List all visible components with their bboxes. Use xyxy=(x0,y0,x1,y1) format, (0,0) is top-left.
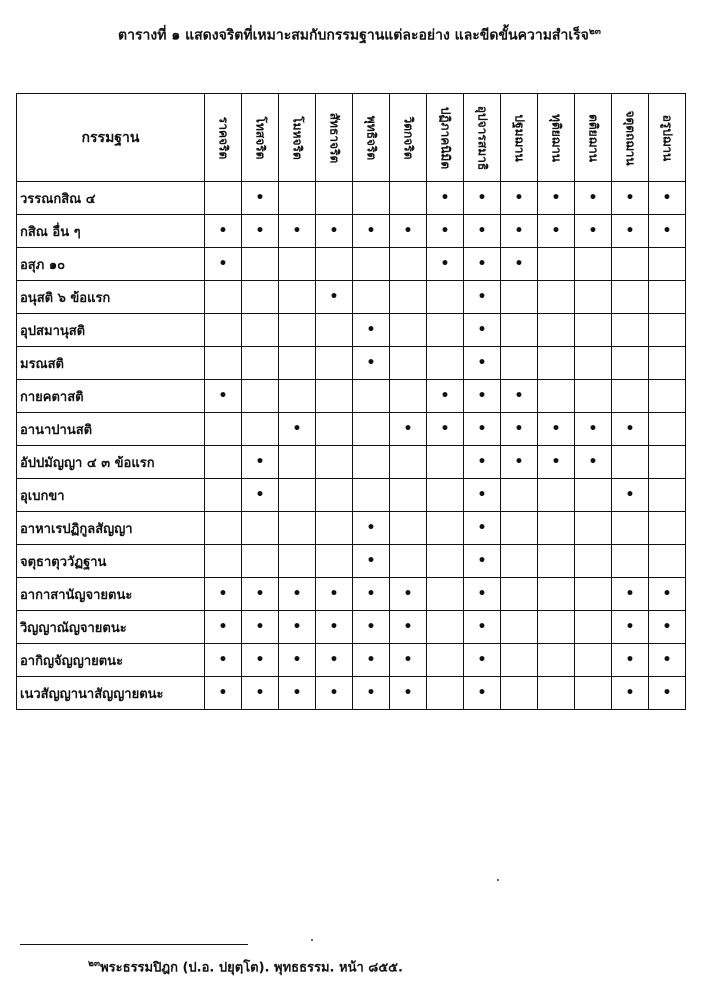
column-header xyxy=(464,94,501,182)
mark-cell-empty xyxy=(501,281,538,314)
mark-cell-empty xyxy=(575,677,612,710)
row-label: อัปปมัญญา ๔ ๓ ข้อแรก xyxy=(17,446,205,479)
mark-cell-filled: • xyxy=(501,248,538,281)
mark-cell-empty xyxy=(279,248,316,281)
mark-cell-filled: • xyxy=(353,512,390,545)
table-row xyxy=(17,182,686,215)
table-row xyxy=(17,479,686,512)
mark-cell-filled: • xyxy=(242,677,279,710)
mark-cell-empty xyxy=(501,314,538,347)
table-row xyxy=(17,248,686,281)
mark-cell-filled: • xyxy=(538,182,575,215)
scan-speck xyxy=(311,939,313,941)
column-header-label: โมหจริต xyxy=(290,115,305,160)
column-header-label: ปฐมฌาน xyxy=(512,113,527,162)
mark-cell-filled: • xyxy=(649,611,686,644)
mark-cell-filled: • xyxy=(649,677,686,710)
title-text: ตารางที่ ๑ แสดงจริตที่เหมาะสมกับกรรมฐานแต่ละอย่าง และขีดขั้นความสำเร็จ xyxy=(118,27,589,44)
row-label: วิญญาณัญจายตนะ xyxy=(17,611,205,644)
mark-cell-filled: • xyxy=(427,413,464,446)
table-row xyxy=(17,347,686,380)
mark-cell-filled: • xyxy=(575,215,612,248)
mark-cell-empty xyxy=(242,314,279,347)
table-row xyxy=(17,545,686,578)
mark-cell-empty xyxy=(575,380,612,413)
mark-cell-empty xyxy=(501,677,538,710)
mark-cell-filled: • xyxy=(316,677,353,710)
mark-cell-empty xyxy=(353,413,390,446)
mark-cell-empty xyxy=(316,446,353,479)
mark-cell-empty xyxy=(427,644,464,677)
mark-cell-filled: • xyxy=(427,182,464,215)
mark-cell-empty xyxy=(205,413,242,446)
mark-cell-empty xyxy=(649,413,686,446)
mark-cell-filled: • xyxy=(538,413,575,446)
mark-cell-empty xyxy=(390,479,427,512)
mark-cell-empty xyxy=(649,512,686,545)
mark-cell-filled: • xyxy=(464,347,501,380)
mark-cell-empty xyxy=(612,281,649,314)
mark-cell-filled: • xyxy=(242,446,279,479)
mark-cell-empty xyxy=(390,380,427,413)
mark-cell-filled: • xyxy=(464,413,501,446)
mark-cell-filled: • xyxy=(205,677,242,710)
mark-cell-filled: • xyxy=(612,479,649,512)
mark-cell-filled: • xyxy=(612,215,649,248)
column-header xyxy=(612,94,649,182)
mark-cell-filled: • xyxy=(649,215,686,248)
mark-cell-empty xyxy=(205,512,242,545)
row-label: อนุสติ ๖ ข้อแรก xyxy=(17,281,205,314)
row-label: อสุภ ๑๐ xyxy=(17,248,205,281)
mark-cell-empty xyxy=(242,347,279,380)
mark-cell-filled: • xyxy=(464,314,501,347)
mark-cell-filled: • xyxy=(316,611,353,644)
column-header xyxy=(390,94,427,182)
table-row xyxy=(17,578,686,611)
mark-cell-filled: • xyxy=(353,347,390,380)
table-row xyxy=(17,281,686,314)
mark-cell-filled: • xyxy=(242,644,279,677)
mark-cell-filled: • xyxy=(427,215,464,248)
table-row xyxy=(17,413,686,446)
mark-cell-empty xyxy=(316,413,353,446)
mark-cell-empty xyxy=(649,545,686,578)
table-row xyxy=(17,644,686,677)
mark-cell-filled: • xyxy=(205,611,242,644)
mark-cell-empty xyxy=(538,545,575,578)
mark-cell-empty xyxy=(427,281,464,314)
mark-cell-empty xyxy=(612,545,649,578)
mark-cell-empty xyxy=(390,512,427,545)
mark-cell-filled: • xyxy=(205,644,242,677)
mark-cell-filled: • xyxy=(316,215,353,248)
row-label: อานาปานสติ xyxy=(17,413,205,446)
mark-cell-empty xyxy=(205,314,242,347)
mark-cell-filled: • xyxy=(538,215,575,248)
mark-cell-filled: • xyxy=(390,578,427,611)
mark-cell-empty xyxy=(501,512,538,545)
table-row xyxy=(17,314,686,347)
column-header-label: อุปจารสมาธิ xyxy=(475,105,490,170)
column-header xyxy=(501,94,538,182)
mark-cell-empty xyxy=(575,611,612,644)
row-label: อากาสานัญจายตนะ xyxy=(17,578,205,611)
mark-cell-filled: • xyxy=(279,677,316,710)
page-title xyxy=(0,24,719,47)
meditation-table xyxy=(16,93,686,710)
mark-cell-filled: • xyxy=(390,611,427,644)
column-header xyxy=(575,94,612,182)
mark-cell-empty xyxy=(316,182,353,215)
mark-cell-empty xyxy=(427,677,464,710)
mark-cell-empty xyxy=(353,182,390,215)
column-header-label: ปฏิภาคนิมิต xyxy=(438,106,453,169)
mark-cell-filled: • xyxy=(205,380,242,413)
mark-cell-empty xyxy=(205,281,242,314)
mark-cell-empty xyxy=(427,545,464,578)
mark-cell-empty xyxy=(279,347,316,380)
column-header-label: โทสจริต xyxy=(253,116,268,159)
mark-cell-filled: • xyxy=(501,413,538,446)
mark-cell-empty xyxy=(575,545,612,578)
header-row xyxy=(17,94,686,182)
mark-cell-empty xyxy=(612,248,649,281)
row-label: มรณสติ xyxy=(17,347,205,380)
mark-cell-empty xyxy=(538,644,575,677)
mark-cell-filled: • xyxy=(390,413,427,446)
mark-cell-filled: • xyxy=(464,446,501,479)
table-row xyxy=(17,512,686,545)
mark-cell-filled: • xyxy=(390,677,427,710)
mark-cell-empty xyxy=(538,611,575,644)
mark-cell-empty xyxy=(538,347,575,380)
mark-cell-filled: • xyxy=(464,248,501,281)
mark-cell-filled: • xyxy=(464,677,501,710)
row-label: อุเบกขา xyxy=(17,479,205,512)
row-label: อากิญจัญญายตนะ xyxy=(17,644,205,677)
column-header xyxy=(316,94,353,182)
mark-cell-empty xyxy=(575,512,612,545)
mark-cell-filled: • xyxy=(353,611,390,644)
mark-cell-empty xyxy=(575,479,612,512)
table-row xyxy=(17,215,686,248)
mark-cell-empty xyxy=(390,248,427,281)
mark-cell-filled: • xyxy=(612,644,649,677)
column-header xyxy=(427,94,464,182)
row-label: กสิณ อื่น ๆ xyxy=(17,215,205,248)
mark-cell-empty xyxy=(575,314,612,347)
mark-cell-empty xyxy=(390,446,427,479)
mark-cell-empty xyxy=(538,578,575,611)
mark-cell-empty xyxy=(390,347,427,380)
mark-cell-empty xyxy=(501,347,538,380)
mark-cell-empty xyxy=(279,512,316,545)
mark-cell-filled: • xyxy=(316,578,353,611)
column-header-label: ราคจริต xyxy=(216,116,231,159)
mark-cell-filled: • xyxy=(279,215,316,248)
mark-cell-empty xyxy=(575,644,612,677)
footnote xyxy=(88,956,403,977)
mark-cell-empty xyxy=(427,446,464,479)
column-header xyxy=(205,94,242,182)
column-header xyxy=(279,94,316,182)
mark-cell-empty xyxy=(649,248,686,281)
mark-cell-empty xyxy=(612,347,649,380)
mark-cell-empty xyxy=(538,314,575,347)
mark-cell-empty xyxy=(279,446,316,479)
mark-cell-filled: • xyxy=(205,578,242,611)
mark-cell-filled: • xyxy=(242,611,279,644)
mark-cell-empty xyxy=(501,479,538,512)
mark-cell-empty xyxy=(279,380,316,413)
mark-cell-filled: • xyxy=(353,644,390,677)
mark-cell-empty xyxy=(205,347,242,380)
mark-cell-filled: • xyxy=(279,413,316,446)
mark-cell-empty xyxy=(427,611,464,644)
mark-cell-filled: • xyxy=(353,578,390,611)
mark-cell-empty xyxy=(279,281,316,314)
mark-cell-filled: • xyxy=(205,215,242,248)
mark-cell-empty xyxy=(316,314,353,347)
column-header-label: อรูปฌาน xyxy=(660,114,675,161)
mark-cell-empty xyxy=(316,512,353,545)
mark-cell-filled: • xyxy=(279,644,316,677)
mark-cell-filled: • xyxy=(316,281,353,314)
mark-cell-filled: • xyxy=(316,644,353,677)
mark-cell-empty xyxy=(316,380,353,413)
column-header xyxy=(242,94,279,182)
mark-cell-filled: • xyxy=(242,479,279,512)
mark-cell-empty xyxy=(390,182,427,215)
column-header-label: จตุตถฌาน xyxy=(623,109,638,166)
mark-cell-filled: • xyxy=(575,413,612,446)
mark-cell-empty xyxy=(353,380,390,413)
mark-cell-empty xyxy=(390,314,427,347)
mark-cell-filled: • xyxy=(649,182,686,215)
row-label: จตุธาตุววัฏฐาน xyxy=(17,545,205,578)
mark-cell-empty xyxy=(353,446,390,479)
mark-cell-empty xyxy=(205,446,242,479)
mark-cell-filled: • xyxy=(464,512,501,545)
mark-cell-filled: • xyxy=(242,215,279,248)
mark-cell-empty xyxy=(242,281,279,314)
mark-cell-empty xyxy=(427,314,464,347)
mark-cell-filled: • xyxy=(464,479,501,512)
footnote-divider xyxy=(20,944,248,945)
mark-cell-empty xyxy=(538,677,575,710)
row-label: กายคตาสติ xyxy=(17,380,205,413)
table-row xyxy=(17,677,686,710)
column-header xyxy=(649,94,686,182)
mark-cell-filled: • xyxy=(612,677,649,710)
mark-cell-filled: • xyxy=(353,314,390,347)
mark-cell-empty xyxy=(501,611,538,644)
mark-cell-empty xyxy=(242,380,279,413)
mark-cell-empty xyxy=(538,248,575,281)
column-header xyxy=(538,94,575,182)
mark-cell-empty xyxy=(427,578,464,611)
mark-cell-empty xyxy=(575,347,612,380)
mark-cell-filled: • xyxy=(649,644,686,677)
mark-cell-filled: • xyxy=(575,446,612,479)
mark-cell-filled: • xyxy=(464,545,501,578)
mark-cell-empty xyxy=(279,545,316,578)
mark-cell-filled: • xyxy=(242,182,279,215)
mark-cell-filled: • xyxy=(464,644,501,677)
column-header-label: พุทธิจริต xyxy=(364,115,379,160)
mark-cell-filled: • xyxy=(390,215,427,248)
mark-cell-empty xyxy=(538,281,575,314)
mark-cell-empty xyxy=(538,479,575,512)
mark-cell-filled: • xyxy=(390,644,427,677)
row-label: อาหาเรปฏิกูลสัญญา xyxy=(17,512,205,545)
mark-cell-empty xyxy=(649,446,686,479)
mark-cell-empty xyxy=(316,545,353,578)
mark-cell-filled: • xyxy=(427,248,464,281)
mark-cell-empty xyxy=(649,479,686,512)
scan-speck xyxy=(497,879,499,881)
mark-cell-empty xyxy=(279,479,316,512)
mark-cell-filled: • xyxy=(353,545,390,578)
mark-cell-empty xyxy=(242,512,279,545)
title-footnote-ref: ๒๓ xyxy=(588,27,601,37)
mark-cell-filled: • xyxy=(242,578,279,611)
row-label: วรรณกสิณ ๔ xyxy=(17,182,205,215)
mark-cell-empty xyxy=(279,314,316,347)
mark-cell-empty xyxy=(612,512,649,545)
mark-cell-filled: • xyxy=(464,182,501,215)
mark-cell-filled: • xyxy=(464,578,501,611)
table-row xyxy=(17,611,686,644)
mark-cell-empty xyxy=(316,248,353,281)
mark-cell-empty xyxy=(316,347,353,380)
mark-cell-empty xyxy=(390,545,427,578)
mark-cell-empty xyxy=(538,512,575,545)
mark-cell-empty xyxy=(353,248,390,281)
label-column-header: กรรมฐาน xyxy=(17,94,205,182)
mark-cell-filled: • xyxy=(353,677,390,710)
mark-cell-empty xyxy=(575,281,612,314)
table-row xyxy=(17,446,686,479)
mark-cell-empty xyxy=(242,545,279,578)
footnote-text: พระธรรมปิฎก (ป.อ. ปยุตฺโต). พุทธธรรม. หน้า ๘๕๕. xyxy=(100,960,403,976)
column-header-label: สัทธาจริต xyxy=(327,112,342,163)
mark-cell-filled: • xyxy=(501,215,538,248)
row-label: อุปสมานุสติ xyxy=(17,314,205,347)
mark-cell-filled: • xyxy=(612,413,649,446)
mark-cell-empty xyxy=(353,479,390,512)
row-label: เนวสัญญานาสัญญายตนะ xyxy=(17,677,205,710)
mark-cell-filled: • xyxy=(501,182,538,215)
column-header-label: ตติยฌาน xyxy=(586,113,601,162)
mark-cell-filled: • xyxy=(612,611,649,644)
mark-cell-empty xyxy=(612,446,649,479)
mark-cell-filled: • xyxy=(464,380,501,413)
mark-cell-filled: • xyxy=(464,611,501,644)
mark-cell-empty xyxy=(575,248,612,281)
mark-cell-empty xyxy=(316,479,353,512)
mark-cell-empty xyxy=(205,545,242,578)
mark-cell-empty xyxy=(501,545,538,578)
mark-cell-empty xyxy=(649,380,686,413)
column-header-label: ทุติยฌาน xyxy=(549,113,564,162)
column-header-label: วิตกจริต xyxy=(401,115,416,160)
mark-cell-empty xyxy=(538,380,575,413)
mark-cell-empty xyxy=(649,347,686,380)
mark-cell-empty xyxy=(205,182,242,215)
mark-cell-empty xyxy=(242,248,279,281)
mark-cell-empty xyxy=(242,413,279,446)
mark-cell-filled: • xyxy=(501,446,538,479)
mark-cell-empty xyxy=(501,644,538,677)
mark-cell-empty xyxy=(649,281,686,314)
mark-cell-filled: • xyxy=(612,182,649,215)
table-body xyxy=(17,182,686,710)
mark-cell-filled: • xyxy=(575,182,612,215)
table-row xyxy=(17,380,686,413)
mark-cell-empty xyxy=(427,347,464,380)
mark-cell-empty xyxy=(390,281,427,314)
mark-cell-filled: • xyxy=(279,578,316,611)
mark-cell-empty xyxy=(427,512,464,545)
mark-cell-filled: • xyxy=(464,281,501,314)
mark-cell-empty xyxy=(427,479,464,512)
mark-cell-filled: • xyxy=(427,380,464,413)
mark-cell-empty xyxy=(612,380,649,413)
mark-cell-filled: • xyxy=(279,611,316,644)
mark-cell-filled: • xyxy=(353,215,390,248)
footnote-ref: ๒๓ xyxy=(88,959,101,969)
mark-cell-empty xyxy=(501,578,538,611)
mark-cell-empty xyxy=(205,479,242,512)
mark-cell-empty xyxy=(575,578,612,611)
mark-cell-filled: • xyxy=(612,578,649,611)
mark-cell-filled: • xyxy=(464,215,501,248)
mark-cell-empty xyxy=(353,281,390,314)
mark-cell-filled: • xyxy=(205,248,242,281)
mark-cell-empty xyxy=(649,314,686,347)
column-header xyxy=(353,94,390,182)
mark-cell-empty xyxy=(612,314,649,347)
mark-cell-filled: • xyxy=(501,380,538,413)
mark-cell-filled: • xyxy=(538,446,575,479)
mark-cell-filled: • xyxy=(649,578,686,611)
mark-cell-empty xyxy=(279,182,316,215)
